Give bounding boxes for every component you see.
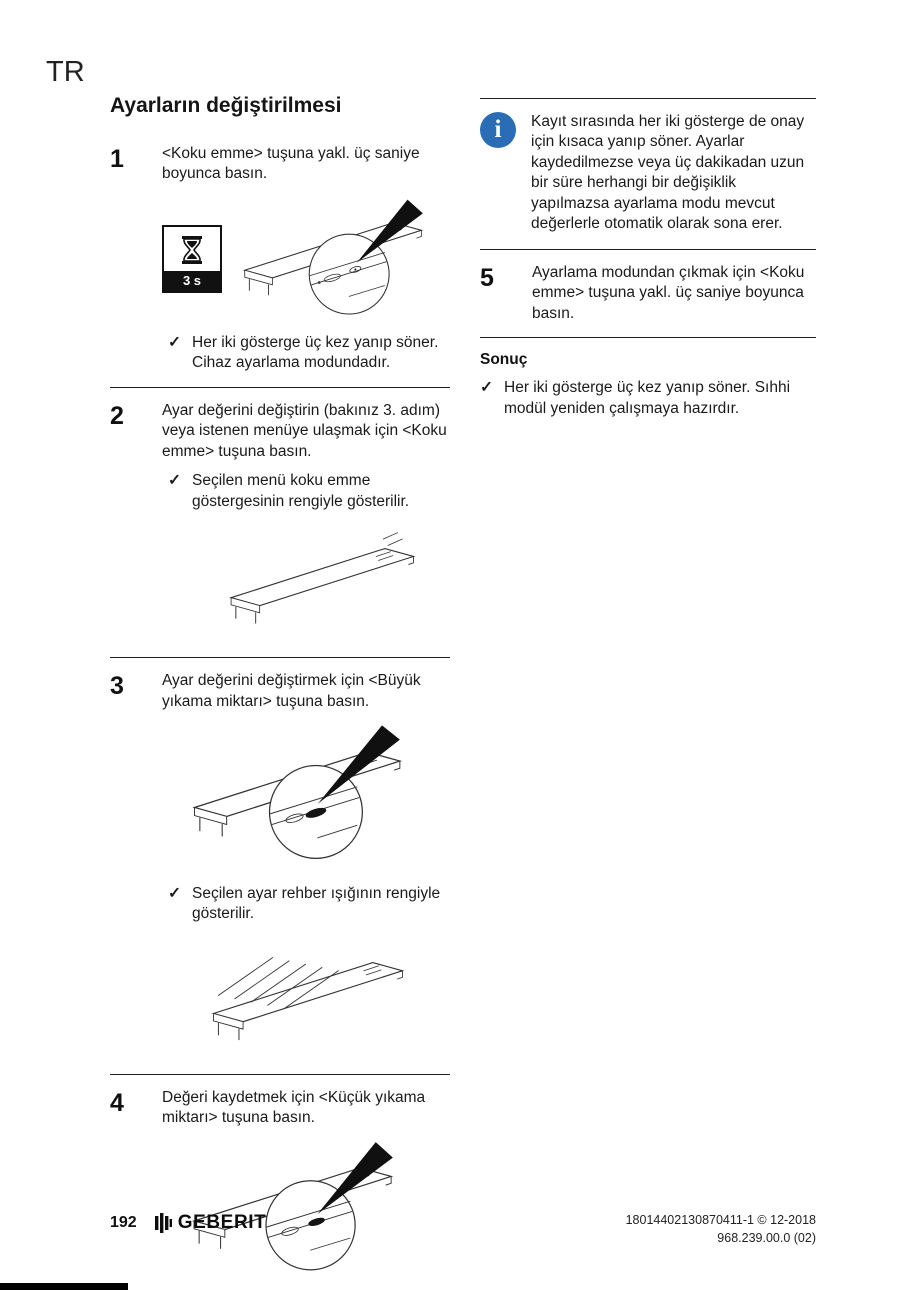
step-number: 5 bbox=[480, 263, 494, 292]
step-text: <Koku emme> tuşuna yakl. üç saniye boyunca basın. bbox=[162, 145, 420, 183]
device-blinking-illustration bbox=[202, 933, 432, 1048]
result-heading: Sonuç bbox=[480, 351, 528, 369]
step-3-blink-illustration bbox=[202, 933, 450, 1053]
result-text: Seçilen ayar rehber ışığının rengiyle gösterilir. bbox=[192, 884, 441, 923]
result-section bbox=[480, 351, 816, 419]
result-text: Her iki gösterge üç kez yanıp söner. Sıhhi modül yeniden çalışmaya hazırdır. bbox=[504, 379, 791, 417]
step-number: 1 bbox=[110, 145, 124, 173]
step-number: 4 bbox=[110, 1088, 124, 1117]
device-magnifier-illustration bbox=[234, 195, 449, 324]
step-1 bbox=[110, 144, 450, 374]
info-note-block bbox=[480, 112, 816, 235]
step-text: Ayar değerini değiştirmek için <Büyük yıkama miktarı> tuşuna basın. bbox=[162, 672, 421, 710]
step-text: Ayar değerini değiştirin (bakınız 3. adım) veya istenen menüye ulaşmak için <Koku emme> tuşuna basın. bbox=[162, 401, 447, 460]
divider bbox=[480, 249, 816, 250]
checkmark-icon: ✓ bbox=[480, 379, 493, 397]
step-5 bbox=[480, 263, 816, 324]
step-2-illustration bbox=[220, 520, 450, 636]
step-3-illustration bbox=[182, 720, 450, 875]
page-footer bbox=[110, 1212, 816, 1247]
hourglass-icon bbox=[175, 233, 209, 267]
step-result bbox=[162, 471, 450, 512]
timer-label: 3 s bbox=[164, 271, 220, 291]
doc-id-line1: 18014402130870411-1 © 12-2018 bbox=[625, 1213, 816, 1227]
scan-edge-mark bbox=[0, 1283, 128, 1290]
page-number: 192 bbox=[110, 1214, 137, 1231]
info-note-text: Kayıt sırasında her iki gösterge de onay için kısaca yanıp söner. Ayarlar kaydedilmezse veya üç dakikadan uzun bir süre herhangi bir değişiklik yapılmazsa ayarlama modu mevcut değerlerle otomatik olarak sona erer. bbox=[531, 113, 805, 233]
step-result bbox=[162, 884, 450, 925]
info-icon-glyph: i bbox=[494, 116, 502, 143]
footer-left bbox=[110, 1212, 266, 1234]
checkmark-icon: ✓ bbox=[168, 333, 181, 351]
step-2 bbox=[110, 401, 450, 644]
step-result bbox=[162, 333, 450, 374]
step-text: Değeri kaydetmek için <Küçük yıkama miktarı> tuşuna basın. bbox=[162, 1088, 426, 1127]
brand-logo bbox=[155, 1212, 267, 1234]
device-magnifier-illustration bbox=[182, 720, 432, 870]
device-illustration bbox=[220, 520, 442, 631]
document-ids bbox=[626, 1212, 816, 1247]
brand-name: GEBERIT bbox=[177, 1212, 267, 1233]
info-icon bbox=[480, 112, 516, 148]
result-text: Seçilen menü koku emme göstergesinin rengiyle gösterilir. bbox=[192, 472, 410, 510]
right-column bbox=[480, 94, 816, 419]
language-marker: TR bbox=[46, 56, 85, 88]
left-column bbox=[110, 94, 450, 1290]
checkmark-icon: ✓ bbox=[168, 472, 181, 490]
step-text: Ayarlama modundan çıkmak için <Koku emme> tuşuna yakl. üç saniye boyunca basın. bbox=[532, 263, 805, 322]
step-number: 3 bbox=[110, 672, 124, 701]
divider bbox=[110, 657, 450, 658]
divider bbox=[480, 98, 816, 99]
step-1-illustration bbox=[162, 195, 450, 324]
result-text: Her iki gösterge üç kez yanıp söner. Cihaz ayarlama modundadır. bbox=[192, 333, 439, 372]
divider bbox=[110, 1074, 450, 1075]
geberit-logo-icon bbox=[155, 1213, 172, 1233]
step-number: 2 bbox=[110, 401, 124, 430]
step-4 bbox=[110, 1088, 450, 1290]
final-result bbox=[480, 378, 816, 419]
timer-3s-badge bbox=[162, 225, 222, 293]
step-3 bbox=[110, 671, 450, 1061]
doc-id-line2: 968.239.00.0 (02) bbox=[717, 1230, 816, 1245]
device-magnifier-illustration bbox=[182, 1137, 422, 1281]
checkmark-icon: ✓ bbox=[168, 884, 181, 902]
divider bbox=[480, 337, 816, 338]
page-title: Ayarların değiştirilmesi bbox=[110, 94, 342, 117]
divider bbox=[110, 387, 450, 388]
